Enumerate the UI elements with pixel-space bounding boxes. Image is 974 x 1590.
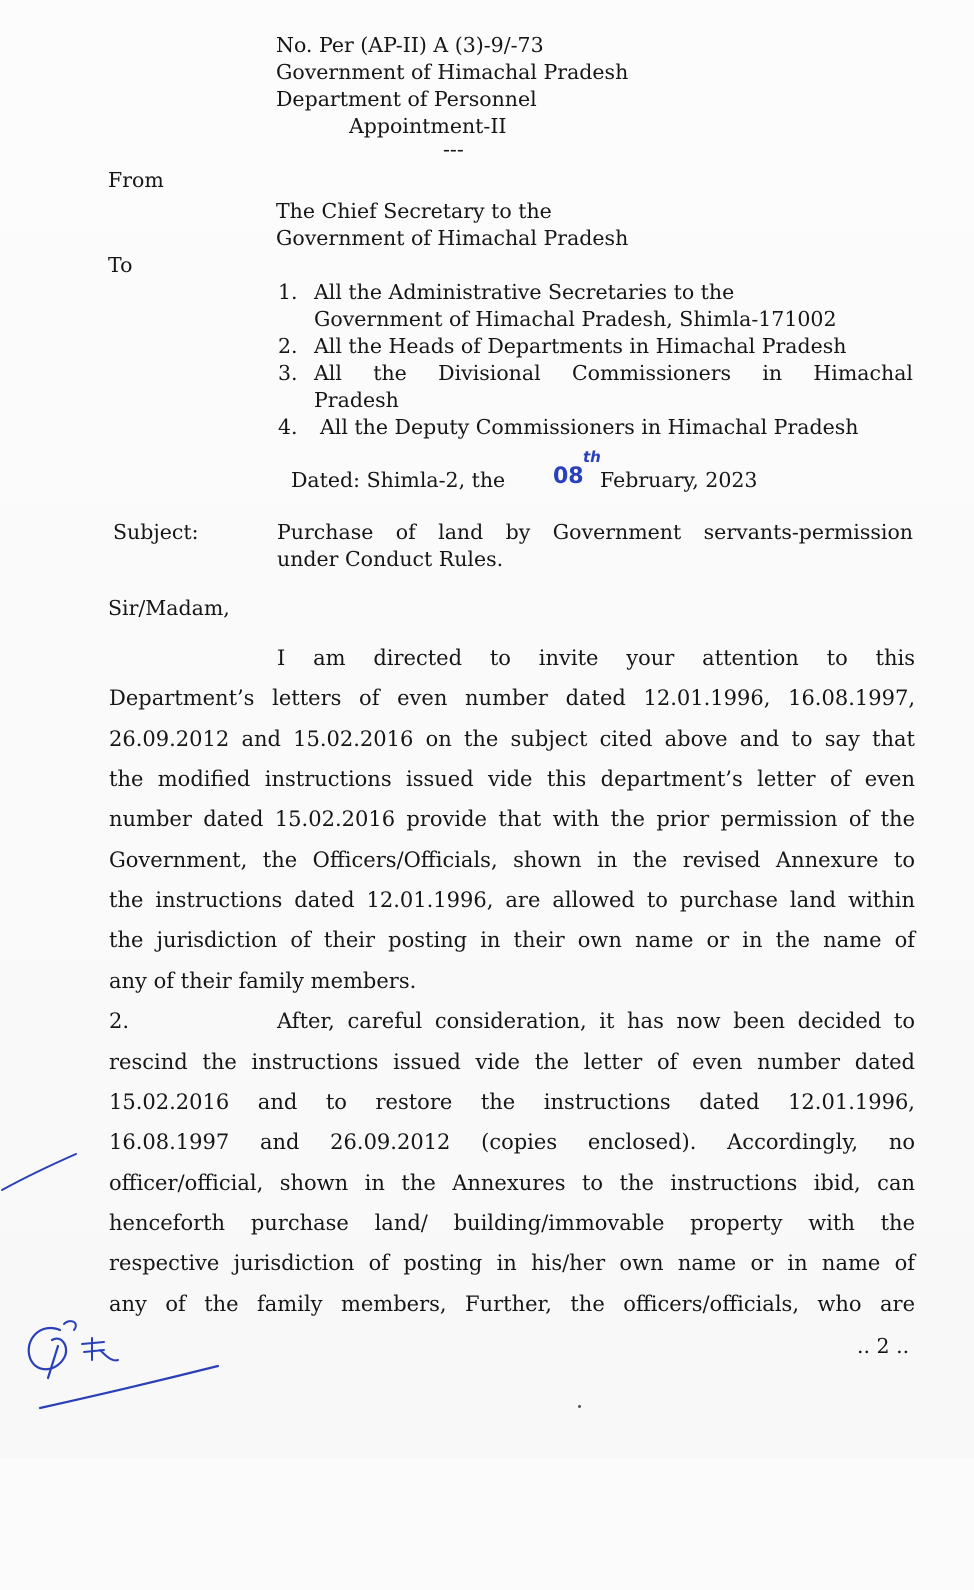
handwritten-day-suffix: th [583, 448, 601, 466]
para2-line: any of the family members, Further, the officers/officials, who are [109, 1292, 915, 1316]
para2-line: rescind the instructions issued vide the letter of even number dated [109, 1050, 915, 1074]
recipient-number: 1. [278, 280, 298, 304]
recipient-number: 3. [278, 361, 298, 385]
recipient-3-line-2: Pradesh [314, 388, 399, 412]
government-name: Government of Himachal Pradesh [276, 60, 629, 84]
para1-line: the instructions dated 12.01.1996, are allowed to purchase land within [109, 888, 915, 912]
dated-prefix: Dated: Shimla-2, the [291, 468, 506, 492]
para2-line: 15.02.2016 and to restore the instructions dated 12.01.1996, [109, 1090, 915, 1114]
stray-dot [578, 1405, 581, 1408]
dated-month-year: February, 2023 [600, 468, 758, 492]
section-name: Appointment-II [349, 114, 507, 138]
reference-number: No. Per (AP-II) A (3)-9/-73 [276, 33, 544, 57]
para2-line: respective jurisdiction of posting in his/her own name or in name of [109, 1251, 915, 1275]
from-line-1: The Chief Secretary to the [276, 199, 552, 223]
department-name: Department of Personnel [276, 87, 537, 111]
recipient-1-line-2: Government of Himachal Pradesh, Shimla-171002 [314, 307, 837, 331]
para2-line: After, careful consideration, it has now been decided to [277, 1009, 915, 1033]
pen-stroke-mark [0, 1150, 90, 1200]
subject-line-1: Purchase of land by Government servants-permission [277, 520, 913, 544]
handwritten-day: 08 [553, 464, 584, 489]
para1-line: the jurisdiction of their posting in their own name or in the name of [109, 928, 915, 952]
para1-line: Department’s letters of even number dated 12.01.1996, 16.08.1997, [109, 686, 915, 710]
header-separator: --- [443, 137, 464, 161]
recipient-1-line-1: All the Administrative Secretaries to the [314, 280, 735, 304]
recipient-number: 2. [278, 334, 298, 358]
para2-line: 16.08.1997 and 26.09.2012 (copies enclosed). Accordingly, no [109, 1130, 915, 1154]
para2-number: 2. [109, 1009, 130, 1033]
para1-line: 26.09.2012 and 15.02.2016 on the subject cited above and to say that [109, 727, 915, 751]
para1-line: I am directed to invite your attention to this [277, 646, 915, 670]
recipient-number: 4. [278, 415, 298, 439]
subject-line-2: under Conduct Rules. [277, 547, 504, 571]
recipient-2-line-1: All the Heads of Departments in Himachal Pradesh [314, 334, 847, 358]
para1-line: any of their family members. [109, 969, 417, 993]
from-label: From [108, 168, 164, 192]
salutation: Sir/Madam, [108, 596, 230, 620]
page-continuation: .. 2 .. [857, 1334, 910, 1358]
recipient-3-line-1: All the Divisional Commissioners in Himachal [314, 361, 913, 385]
para2-line: officer/official, shown in the Annexures to the instructions ibid, can [109, 1171, 915, 1195]
para1-line: the modified instructions issued vide this department’s letter of even [109, 767, 915, 791]
subject-label: Subject: [113, 520, 199, 544]
para2-line: henceforth purchase land/ building/immovable property with the [109, 1211, 915, 1235]
recipient-4-line-1: All the Deputy Commissioners in Himachal Pradesh [320, 415, 859, 439]
handwritten-initials-signature [0, 1300, 230, 1590]
para1-line: Government, the Officers/Officials, shown in the revised Annexure to [109, 848, 915, 872]
to-label: To [108, 253, 133, 277]
from-line-2: Government of Himachal Pradesh [276, 226, 629, 250]
para1-line: number dated 15.02.2016 provide that with the prior permission of the [109, 807, 915, 831]
